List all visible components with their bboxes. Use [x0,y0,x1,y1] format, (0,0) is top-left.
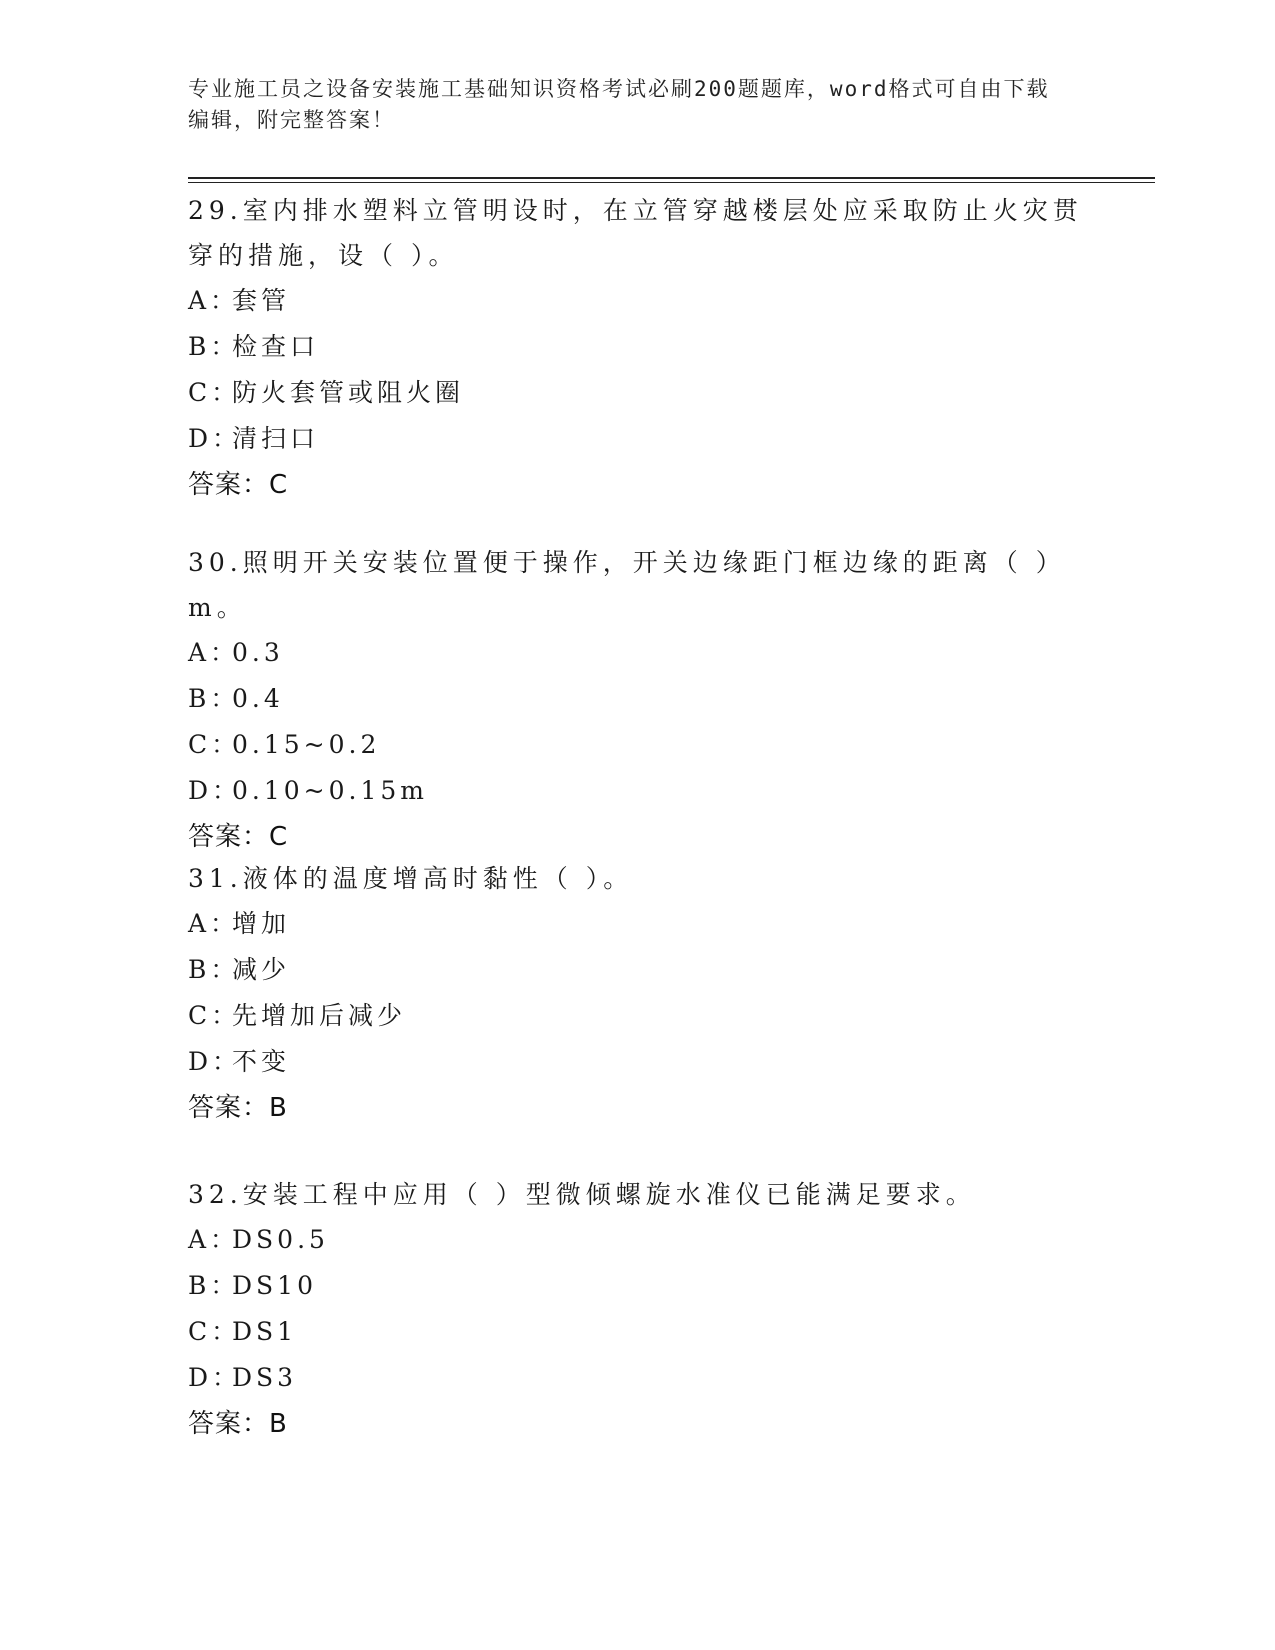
option-letter: B： [188,332,240,361]
option-letter: D： [188,1363,242,1392]
option-a [188,1217,1088,1263]
question-text: 29.室内排水塑料立管明设时，在立管穿越楼层处应采取防止火灾贯穿的措施，设（ ）。 [188,196,1083,270]
option-text: 防火套管或阻火圈 [232,378,465,407]
question-29 [188,188,1088,508]
option-text: DS10 [232,1271,317,1300]
document-header: 专业施工员之设备安装施工基础知识资格考试必刷200题题库，word格式可自由下载编辑，附完整答案！ [188,77,1050,132]
answer-line [188,462,1088,508]
question-32 [188,1172,1088,1447]
question-30 [188,540,1088,860]
answer-value: B [269,1093,288,1123]
header-divider-thin [188,182,1155,183]
answer-value: C [269,822,289,852]
option-text: 套管 [232,286,291,315]
option-letter: C： [188,1317,241,1346]
option-letter: B： [188,684,240,713]
option-b [188,1263,1088,1309]
answer-line [188,1085,1088,1131]
option-text: 0.10~0.15m [232,776,428,805]
option-c [188,722,1088,768]
option-text: DS3 [232,1363,298,1392]
answer-label: 答案： [188,470,270,500]
option-d [188,1355,1088,1401]
question-31 [188,856,1088,1131]
answer-value: B [269,1409,288,1439]
option-text: DS1 [232,1317,298,1346]
answer-line [188,814,1088,860]
header-divider-thick [188,177,1155,179]
answer-value: C [269,470,289,500]
option-letter: A： [188,638,240,667]
option-text: 清扫口 [232,424,320,453]
question-text: 30.照明开关安装位置便于操作，开关边缘距门框边缘的距离（ ）m。 [188,548,1066,622]
option-d [188,1039,1088,1085]
option-letter: C： [188,1001,241,1030]
option-text: 减少 [232,955,291,984]
option-text: 0.15~0.2 [232,730,381,759]
option-letter: D： [188,1047,242,1076]
option-letter: B： [188,1271,240,1300]
option-letter: D： [188,776,242,805]
option-letter: A： [188,909,240,938]
option-a [188,901,1088,947]
option-text: 先增加后减少 [232,1001,407,1030]
option-letter: C： [188,378,241,407]
option-text: 增加 [232,909,291,938]
option-text: DS0.5 [232,1225,329,1254]
answer-label: 答案： [188,1409,270,1439]
option-a [188,278,1088,324]
option-letter: D： [188,424,242,453]
option-text: 不变 [232,1047,291,1076]
answer-label: 答案： [188,1093,270,1123]
option-text: 0.3 [232,638,284,667]
answer-label: 答案： [188,822,270,852]
option-c [188,1309,1088,1355]
option-d [188,768,1088,814]
option-b [188,324,1088,370]
question-text: 31.液体的温度增高时黏性（ ）。 [188,864,634,893]
option-c [188,993,1088,1039]
option-c [188,370,1088,416]
option-letter: A： [188,286,240,315]
option-letter: C： [188,730,241,759]
option-d [188,416,1088,462]
option-text: 0.4 [232,684,284,713]
option-a [188,630,1088,676]
option-letter: B： [188,955,240,984]
answer-line [188,1401,1088,1447]
option-b [188,676,1088,722]
option-text: 检查口 [232,332,320,361]
option-b [188,947,1088,993]
question-text: 32.安装工程中应用（ ）型微倾螺旋水准仪已能满足要求。 [188,1180,976,1209]
option-letter: A： [188,1225,240,1254]
